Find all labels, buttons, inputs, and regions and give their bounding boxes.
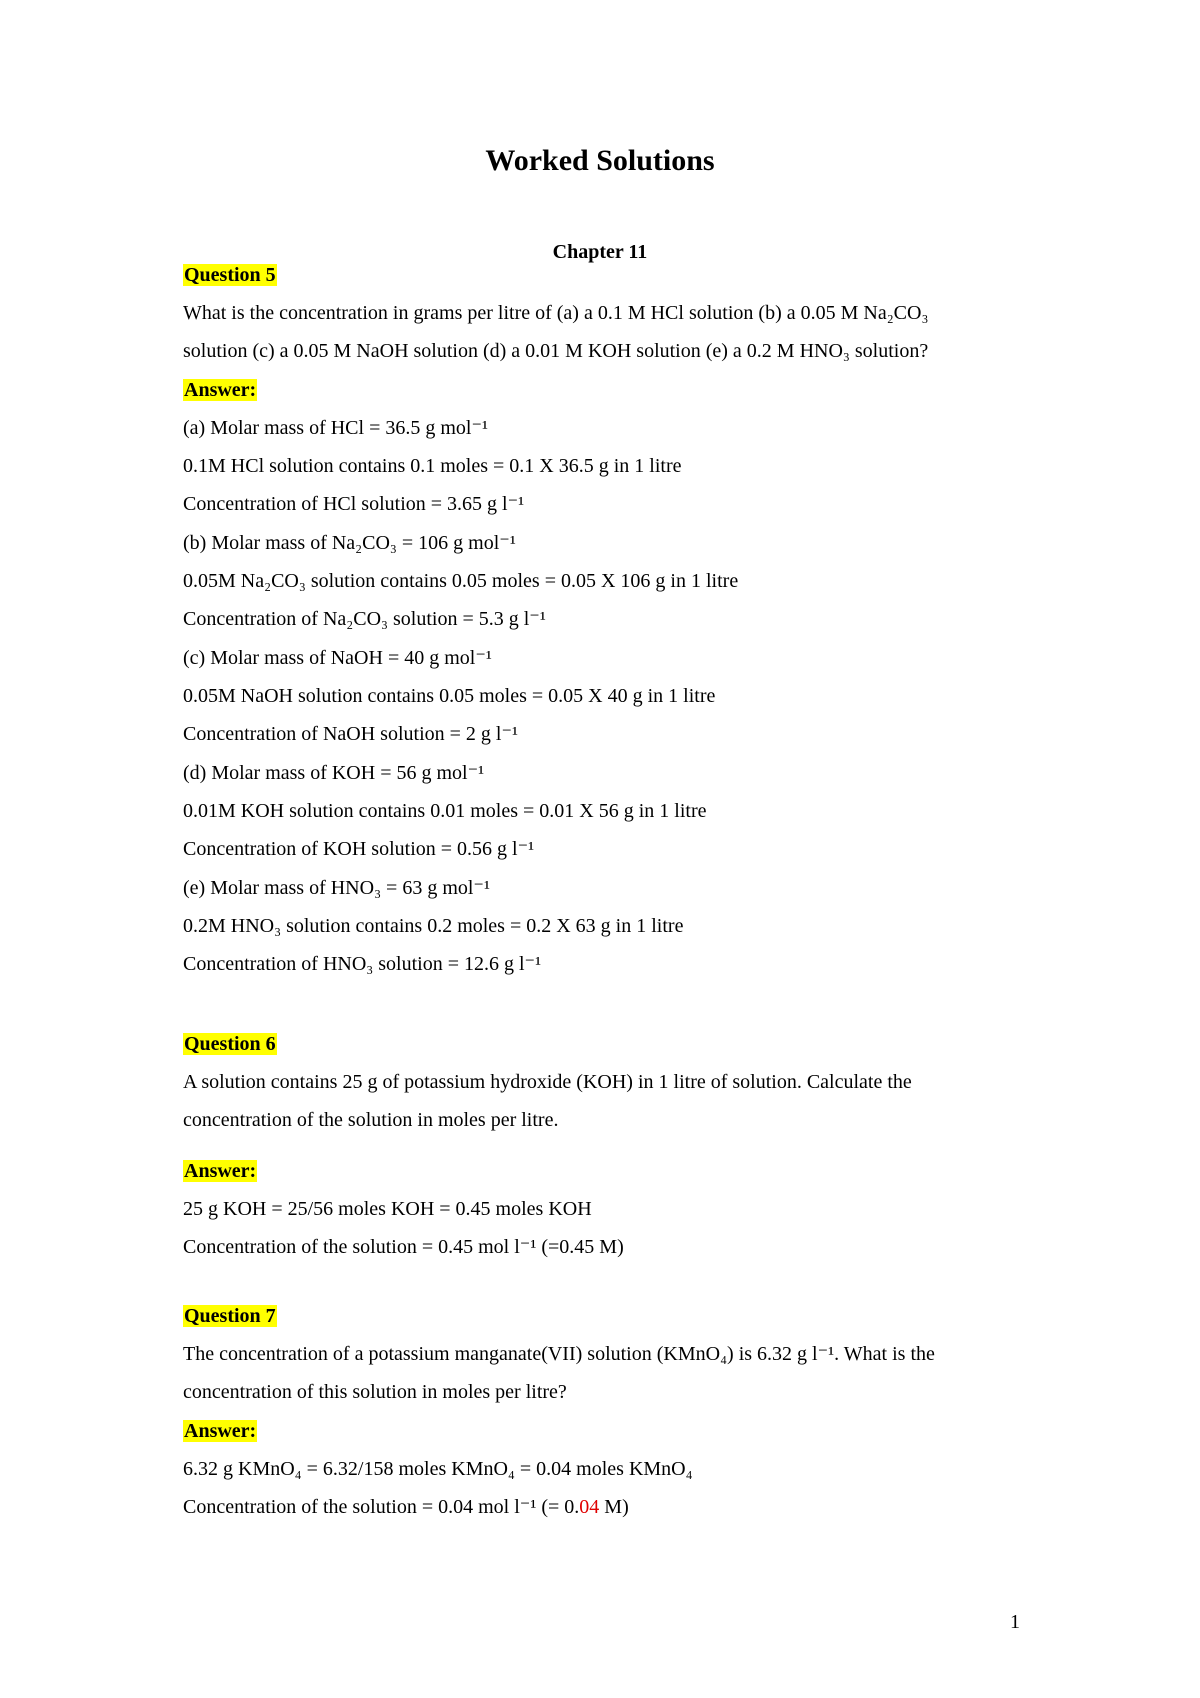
question-7-text-line: concentration of this solution in moles per litre? [183, 1381, 567, 1403]
question-7-text-line: The concentration of a potassium manganate(VII) solution (KMnO₄) is 6.32 g l⁻¹. What is the [183, 1343, 935, 1365]
answer-line: Concentration of KOH solution = 0.56 g l⁻¹ [183, 838, 535, 860]
question-6-heading [183, 1032, 277, 1056]
question-5-text-line: What is the concentration in grams per litre of (a) a 0.1 M HCl solution (b) a 0.05 M Na₂CO₃ [183, 302, 929, 324]
answer-line: Concentration of Na₂CO₃ solution = 5.3 g l⁻¹ [183, 608, 546, 630]
corrected-value: 04 [579, 1496, 600, 1518]
question-6-answer-label [183, 1159, 257, 1183]
answer-label: Answer: [184, 379, 257, 401]
answer-line [183, 1495, 629, 1519]
answer-line: Concentration of HCl solution = 3.65 g l⁻¹ [183, 493, 525, 515]
question-heading-label: Question 6 [184, 1033, 276, 1055]
answer-line: (b) Molar mass of Na₂CO₃ = 106 g mol⁻¹ [183, 532, 516, 554]
answer-line: (e) Molar mass of HNO₃ = 63 g mol⁻¹ [183, 877, 490, 899]
question-5-heading [183, 263, 277, 287]
chapter-heading: Chapter 11 [552, 241, 648, 263]
answer-line: Concentration of HNO₃ solution = 12.6 g l⁻¹ [183, 953, 542, 975]
answer-line: 25 g KOH = 25/56 moles KOH = 0.45 moles KOH [183, 1198, 592, 1220]
answer-line: (c) Molar mass of NaOH = 40 g mol⁻¹ [183, 647, 492, 669]
answer-label: Answer: [184, 1420, 257, 1442]
answer-text: M) [599, 1496, 629, 1518]
answer-text: Concentration of the solution = 0.04 mol l⁻¹ (= 0. [183, 1496, 580, 1518]
answer-line: 6.32 g KMnO₄ = 6.32/158 moles KMnO₄ = 0.04 moles KMnO₄ [183, 1458, 693, 1480]
question-7-answer-label [183, 1419, 257, 1443]
answer-label: Answer: [184, 1160, 257, 1182]
answer-line: 0.05M Na₂CO₃ solution contains 0.05 moles = 0.05 X 106 g in 1 litre [183, 570, 739, 592]
question-heading-label: Question 5 [184, 264, 276, 286]
question-5-answer-label [183, 378, 257, 402]
answer-line: (d) Molar mass of KOH = 56 g mol⁻¹ [183, 762, 485, 784]
question-heading-label: Question 7 [184, 1305, 276, 1327]
answer-line: (a) Molar mass of HCl = 36.5 g mol⁻¹ [183, 417, 489, 439]
answer-line: 0.05M NaOH solution contains 0.05 moles = 0.05 X 40 g in 1 litre [183, 685, 716, 707]
answer-line: 0.1M HCl solution contains 0.1 moles = 0.1 X 36.5 g in 1 litre [183, 455, 682, 477]
answer-line: Concentration of NaOH solution = 2 g l⁻¹ [183, 723, 519, 745]
question-5-text-line: solution (c) a 0.05 M NaOH solution (d) a 0.01 M KOH solution (e) a 0.2 M HNO₃ solution? [183, 340, 929, 362]
answer-line: Concentration of the solution = 0.45 mol l⁻¹ (=0.45 M) [183, 1236, 624, 1258]
question-7-heading [183, 1304, 277, 1328]
question-6-text-line: A solution contains 25 g of potassium hydroxide (KOH) in 1 litre of solution. Calculate the [183, 1071, 912, 1093]
document-title: Worked Solutions [485, 144, 715, 177]
answer-line: 0.01M KOH solution contains 0.01 moles = 0.01 X 56 g in 1 litre [183, 800, 707, 822]
page-number: 1 [1010, 1611, 1020, 1633]
question-6-text-line: concentration of the solution in moles per litre. [183, 1109, 559, 1131]
answer-line: 0.2M HNO₃ solution contains 0.2 moles = 0.2 X 63 g in 1 litre [183, 915, 684, 937]
